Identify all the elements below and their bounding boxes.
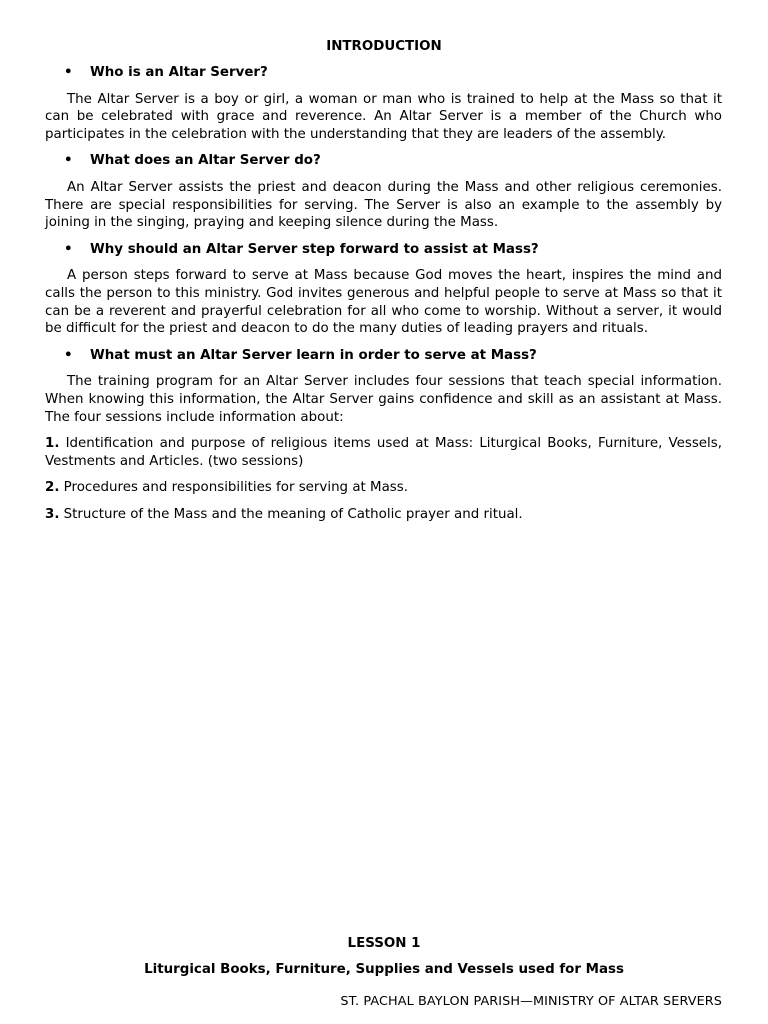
bullet-icon: • xyxy=(64,347,73,363)
document-title: INTRODUCTION xyxy=(326,39,442,54)
item-text: Identification and purpose of religious items used at Mass: Liturgical Books, Furniture, Vessels, Vestments and Articles. (two sessions) xyxy=(45,436,722,469)
lesson-title: Liturgical Books, Furniture, Supplies and Vessels used for Mass xyxy=(144,962,624,977)
question-text: What does an Altar Server do? xyxy=(90,153,321,169)
question-text: Who is an Altar Server? xyxy=(90,65,268,80)
question-text: What must an Altar Server learn in order to serve at Mass? xyxy=(90,347,537,363)
numbered-item xyxy=(45,479,722,497)
question-heading xyxy=(45,347,722,365)
bullet-icon: • xyxy=(64,65,73,80)
item-text: Structure of the Mass and the meaning of Catholic prayer and ritual. xyxy=(63,506,523,522)
numbered-item xyxy=(45,506,722,524)
question-heading xyxy=(45,241,722,259)
answer-paragraph: A person steps forward to serve at Mass because God moves the heart, inspires the mind and calls the person to this ministry. God invites generous and helpful people to serve at Mass so that it can be a reverent and prayerful celebration for all who come to worship. Without a server, it would be difficult for the priest and deacon to do the many duties of leading prayers and rituals. xyxy=(45,268,722,337)
question-heading xyxy=(45,152,722,170)
document-body xyxy=(45,64,722,532)
lesson-number: LESSON 1 xyxy=(347,936,421,951)
bullet-icon: • xyxy=(64,241,73,257)
question-heading xyxy=(45,64,722,82)
item-number: 1. xyxy=(45,436,60,452)
answer-paragraph: The training program for an Altar Server includes four sessions that teach special information. When knowing this information, the Altar Server gains confidence and skill as an assistant at Mass. The four sessions include information about: xyxy=(45,374,722,425)
item-number: 2. xyxy=(45,480,60,496)
bullet-icon: • xyxy=(64,153,73,169)
page-footer: ST. PACHAL BAYLON PARISH—MINISTRY OF ALTAR SERVERS xyxy=(340,994,722,1009)
item-number: 3. xyxy=(45,506,60,522)
item-text: Procedures and responsibilities for serving at Mass. xyxy=(63,480,408,496)
answer-paragraph: An Altar Server assists the priest and deacon during the Mass and other religious ceremonies. There are special responsibilities for serving. The Server is also an example to the assembly by joining in the singing, praying and keeping silence during the Mass. xyxy=(45,179,722,231)
numbered-item xyxy=(45,435,722,470)
question-text: Why should an Altar Server step forward to assist at Mass? xyxy=(90,241,539,257)
answer-paragraph: The Altar Server is a boy or girl, a woman or man who is trained to help at the Mass so that it can be celebrated with grace and reverence. An Altar Server is a member of the Church who participates in the celebration with the understanding that they are leaders of the assembly. xyxy=(45,91,722,142)
